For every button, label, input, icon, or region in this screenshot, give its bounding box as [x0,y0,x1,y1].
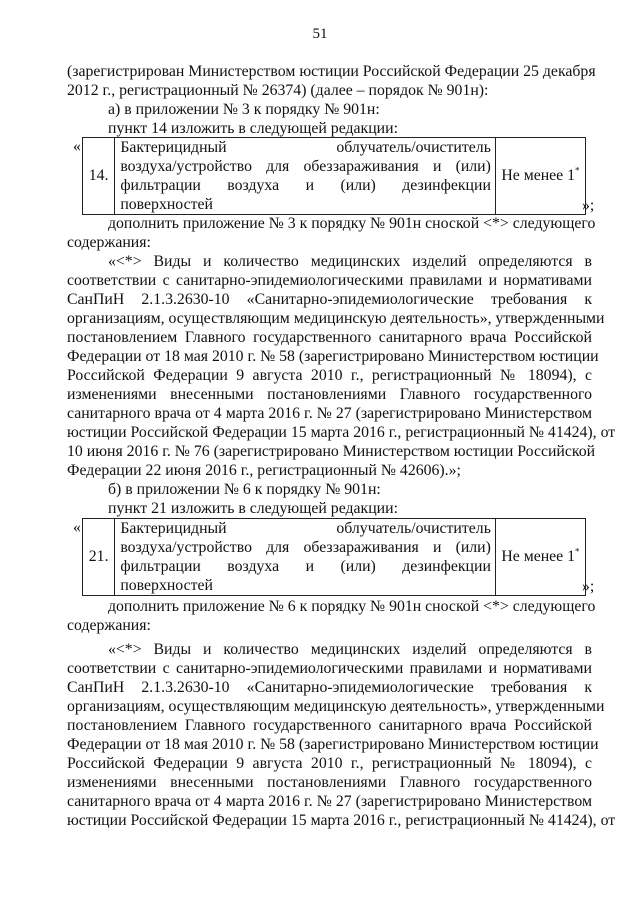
footnote-line: организациям, осуществляющим медицинскую деятельность», утвержденными [67,310,605,327]
description-line: воздуха/устройство для обеззараживания и (или) [120,539,491,556]
footnote-line: постановлением Главного государственного санитарного врача Российской [67,717,592,734]
footnote-line: изменениями внесенными постановлениями Главного государственного [67,386,592,403]
footnote-line: постановлением Главного государственного санитарного врача Российской [67,329,592,346]
footnote-line: «<*> Виды и количество медицинских изделий определяются в [108,641,592,658]
subsection-a-point: пункт 14 изложить в следующей редакции: [108,120,398,137]
text-line: дополнить приложение № 3 к порядку № 901н сноской <*> следующего [108,215,596,232]
text-line: дополнить приложение № 6 к порядку № 901н сноской <*> следующего [108,598,596,615]
table-item-quantity [495,138,585,215]
footnote-line: соответствии с санитарно-эпидемиологическими правилами и нормативами [67,660,592,677]
footnote-line: Федерации от 18 мая 2010 г. № 58 (зарегистрировано Министерством юстиции [67,736,599,753]
table-open-quote: « [73,138,81,155]
subsection-b-intro: б) в приложении № 6 к порядку № 901н: [108,481,381,498]
table-row [83,138,586,215]
quantity-text: Не менее 1 [501,548,576,565]
description-line: поверхностей [120,577,213,594]
description-line: воздуха/устройство для обеззараживания и (или) [120,158,491,175]
description-line: Бактерицидный облучатель/очиститель [120,139,491,156]
table-item-description [115,519,496,596]
footnote-line: санитарного врача от 4 марта 2016 г. № 27 (зарегистрировано Министерством [67,405,592,422]
footnote-line: Федерации от 18 мая 2010 г. № 58 (зарегистрировано Министерством юстиции [67,348,599,365]
quantity-text: Не менее 1 [501,167,576,184]
table-item-description [115,138,496,215]
footnote-line: Российской Федерации 9 августа 2010 г., регистрационный № 18094), с [67,367,592,384]
table-item-number: 14. [83,138,115,215]
description-line: Бактерицидный облучатель/очиститель [120,520,491,537]
footnote-line: юстиции Российской Федерации 15 марта 2016 г., регистрационный № 41424), от [67,424,616,441]
description-line: поверхностей [120,196,213,213]
footnote-line: СанПиН 2.1.3.2630-10 «Санитарно-эпидемиологические требования к [67,291,592,308]
text-line: содержания: [67,234,151,251]
page-number: 51 [312,26,328,42]
footnote-mark: * [575,546,580,557]
table-close-quote: »; [582,197,595,214]
footnote-line: 10 июня 2016 г. № 76 (зарегистрировано Министерством юстиции Российской [67,443,596,460]
footnote-line: «<*> Виды и количество медицинских изделий определяются в [108,253,592,270]
footnote-line: юстиции Российской Федерации 15 марта 2016 г., регистрационный № 41424), от [67,812,616,829]
description-line: фильтрации воздуха и (или) дезинфекции [120,558,491,575]
text-line: 2012 г., регистрационный № 26374) (далее – порядок № 901н): [67,82,489,99]
footnote-mark: * [575,165,580,176]
table-item-number: 21. [83,519,115,596]
amendment-table-21 [82,518,586,596]
footnote-line: СанПиН 2.1.3.2630-10 «Санитарно-эпидемиологические требования к [67,679,592,696]
text-line: содержания: [67,617,151,634]
subsection-a-intro: а) в приложении № 3 к порядку № 901н: [108,101,380,118]
footnote-line: соответствии с санитарно-эпидемиологическими правилами и нормативами [67,272,592,289]
amendment-table-14 [82,137,586,215]
table-close-quote: »; [582,578,595,595]
text-line: (зарегистрирован Министерством юстиции Российской Федерации 25 декабря [67,63,596,80]
subsection-b-point: пункт 21 изложить в следующей редакции: [108,500,398,517]
table-open-quote: « [73,519,81,536]
footnote-line: изменениями внесенными постановлениями Главного государственного [67,774,592,791]
table-item-quantity [495,519,585,596]
footnote-line: организациям, осуществляющим медицинскую деятельность», утвержденными [67,698,605,715]
footnote-line: Российской Федерации 9 августа 2010 г., регистрационный № 18094), с [67,755,592,772]
footnote-line: Федерации 22 июня 2016 г., регистрационный № 42606).»; [67,462,461,479]
table-row [83,519,586,596]
footnote-line: санитарного врача от 4 марта 2016 г. № 27 (зарегистрировано Министерством [67,793,592,810]
description-line: фильтрации воздуха и (или) дезинфекции [120,177,491,194]
